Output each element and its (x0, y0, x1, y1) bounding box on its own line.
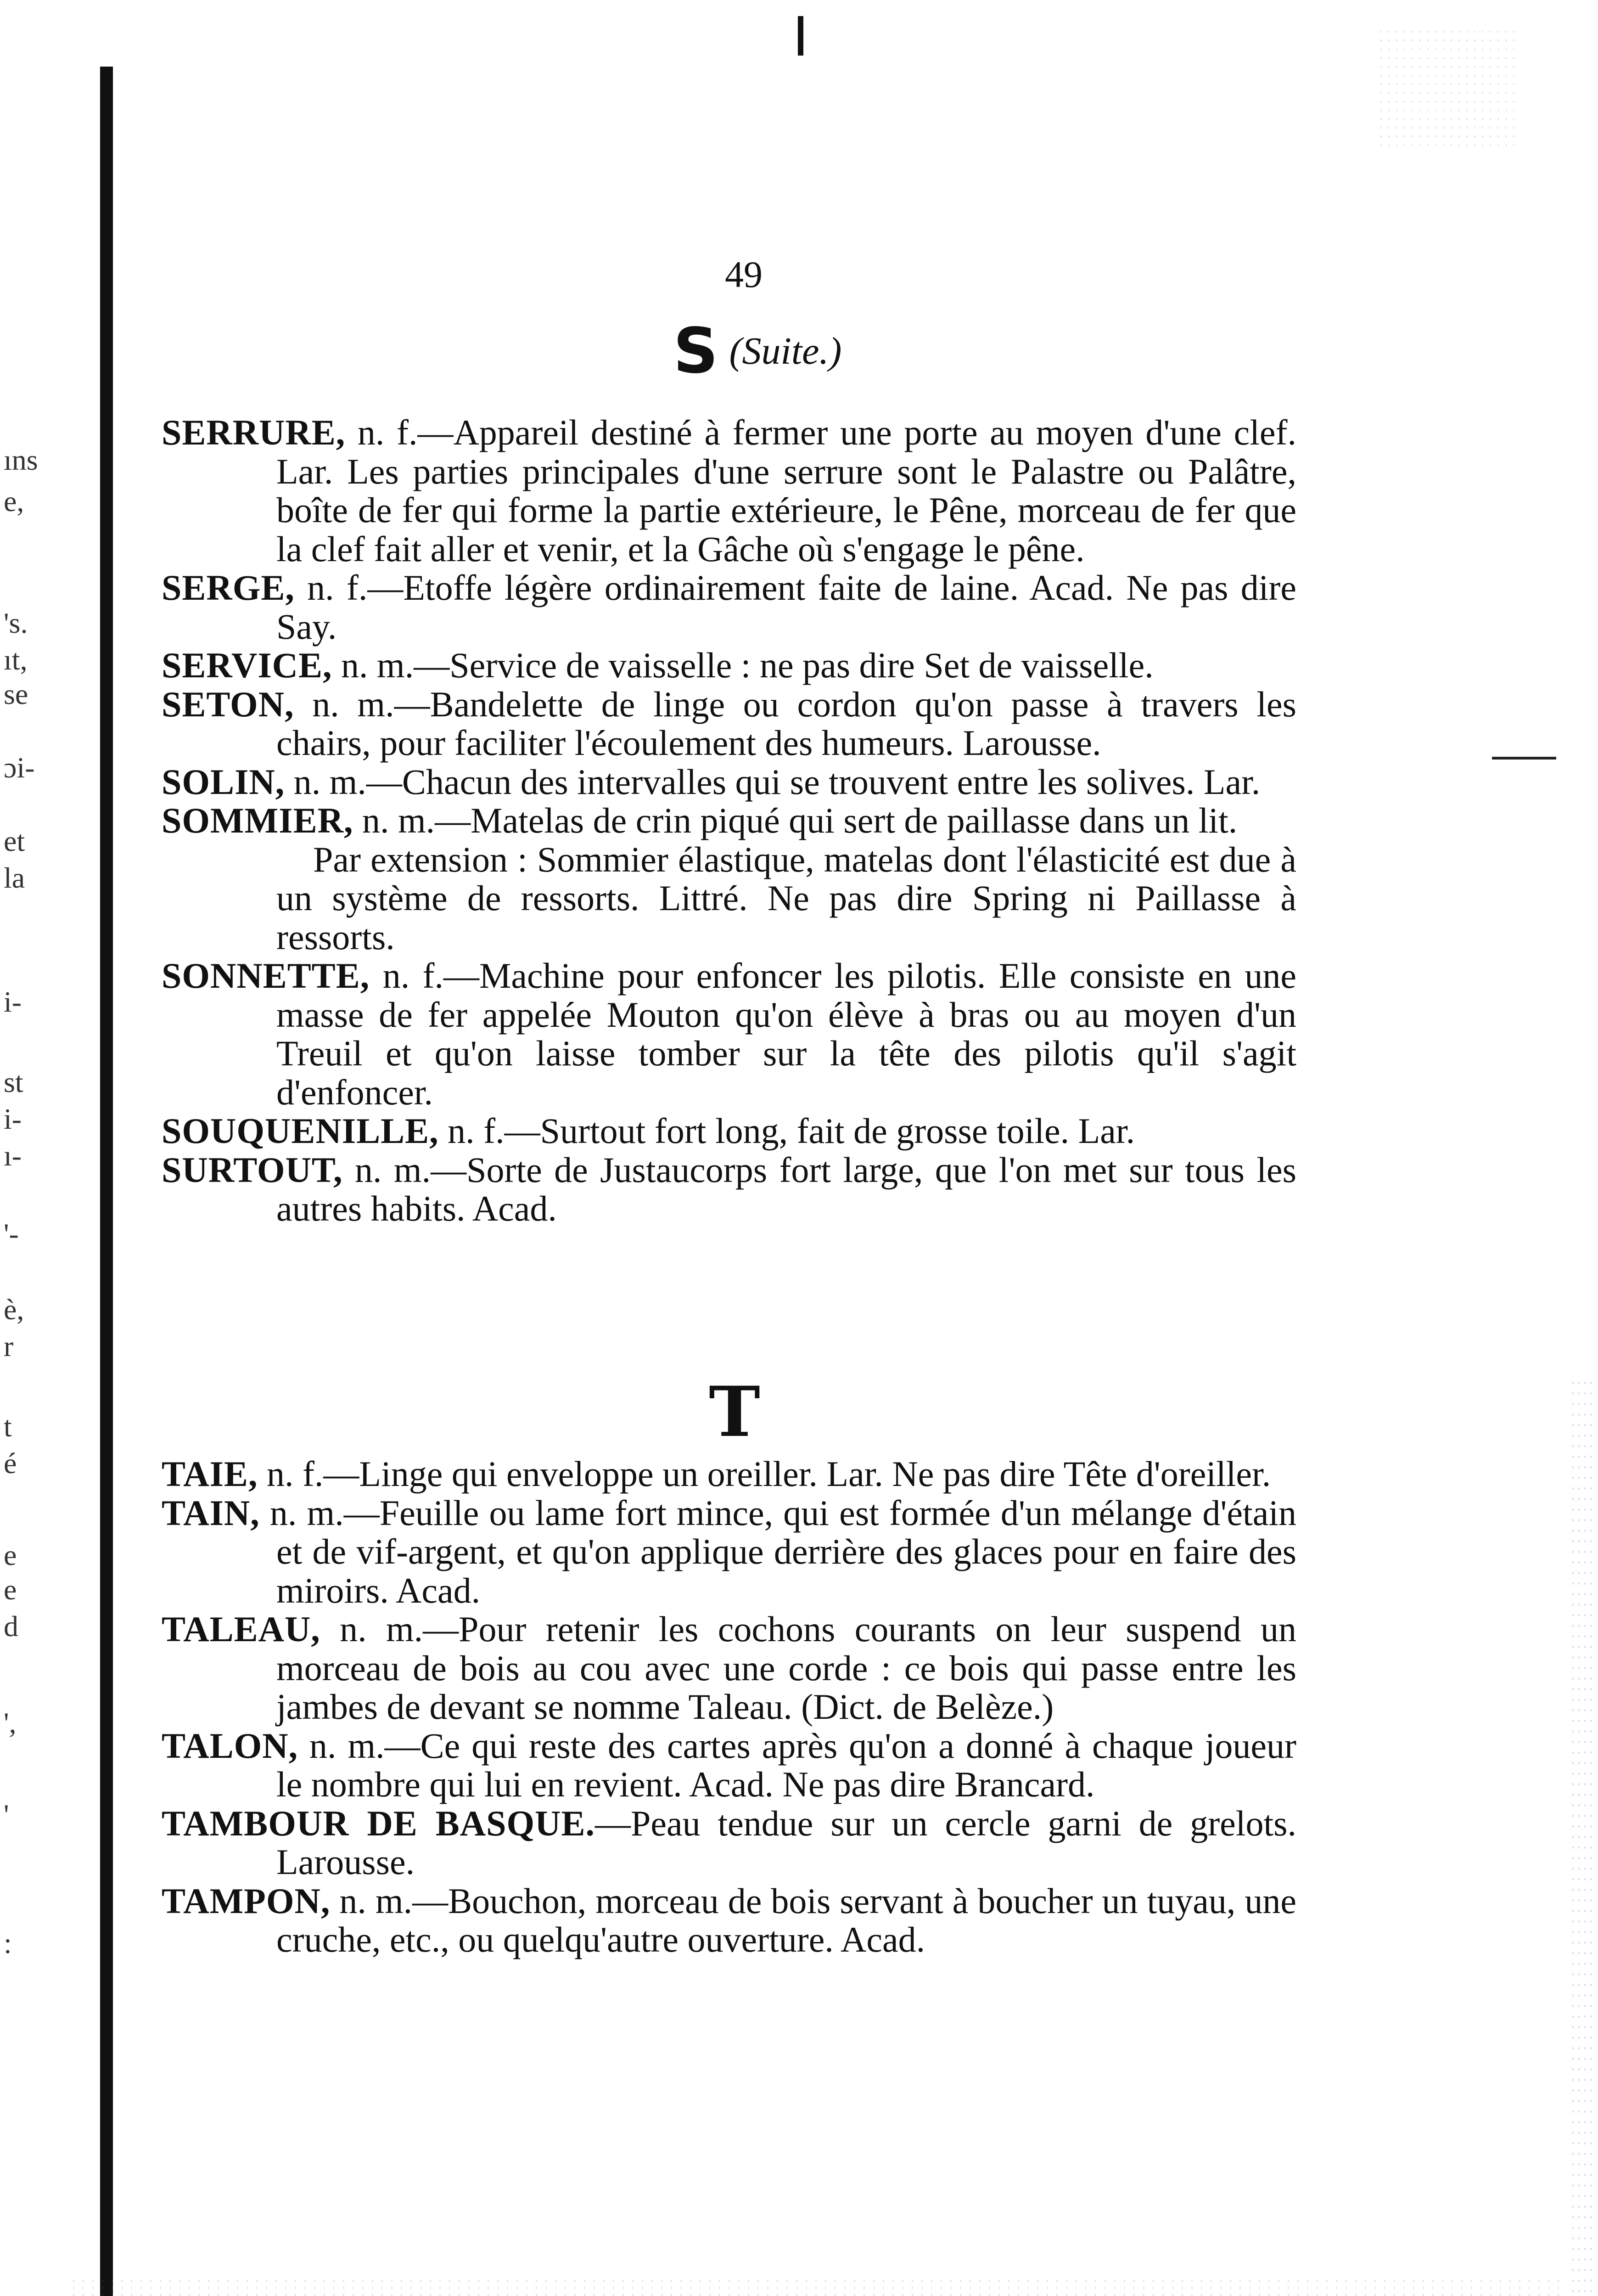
margin-fragment: r (4, 1332, 14, 1361)
dictionary-entry (162, 1151, 1296, 1228)
dictionary-entry (162, 1610, 1296, 1727)
margin-fragment: e (4, 1575, 17, 1604)
entry-definition: n. f.—Linge qui enveloppe un oreiller. Lar. Ne pas dire Tête d'oreiller. (266, 1454, 1271, 1494)
entry-headword: TAMPON, (162, 1880, 331, 1921)
dictionary-entry (162, 801, 1296, 840)
entry-headword: SERVICE, (162, 645, 332, 685)
entry-definition: n. f.—Appareil destiné à fermer une porte au moyen d'une clef. Lar. Les parties principales d'une serrure sont le Palastre ou Palâtre, boîte de fer qui forme la partie extérieure, le Pêne, morceau de fer que la clef fait aller et venir, et la Gâche où s'engage le pêne. (276, 412, 1297, 569)
entry-headword: TAMBOUR DE BASQUE. (162, 1803, 595, 1843)
margin-fragment: ıt, (4, 645, 28, 675)
entry-definition: n. m.—Matelas de crin piqué qui sert de paillasse dans un lit. (362, 800, 1238, 840)
entry-definition: n. m.—Pour retenir les cochons courants on leur suspend un morceau de bois au cou avec une corde : ce bois qui passe entre les jambes de devant se nomme Taleau. (Dict. de Belèze.) (276, 1609, 1296, 1727)
margin-dash-mark (1492, 757, 1556, 760)
margin-fragment: i- (4, 1104, 22, 1134)
entry-headword: SETON, (162, 684, 294, 724)
entry-headword: SURTOUT, (162, 1149, 343, 1190)
margin-fragment: et (4, 827, 25, 856)
dictionary-entry (162, 568, 1296, 646)
dictionary-entry (162, 1494, 1296, 1610)
dictionary-entry (162, 1112, 1296, 1151)
entry-definition: n. m.—Chacun des intervalles qui se trouvent entre les solives. Lar. (293, 761, 1261, 802)
dictionary-entry (162, 1455, 1296, 1494)
margin-fragment: ıns (4, 445, 38, 475)
entry-definition: n. f.—Machine pour enfoncer les pilotis. Elle consiste en une masse de fer appelée Mouton qu'on élève à bras ou au moyen d'un Treuil et qu'on laisse tomber sur la tête des pilotis qu'il s'agit d'enfoncer. (276, 956, 1297, 1112)
margin-fragment: : (4, 1929, 12, 1958)
margin-fragment: ɔi- (4, 753, 35, 782)
margin-fragment: è, (4, 1295, 24, 1324)
page-number: 49 (725, 253, 763, 295)
margin-fragment: e, (4, 487, 24, 516)
entry-definition: n. m.—Feuille ou lame fort mince, qui est formée d'un mélange d'étain et de vif-argent, et qu'on applique derrière des glaces pour en faire des miroirs. Acad. (269, 1492, 1297, 1610)
entry-headword: TAIN, (162, 1492, 260, 1533)
entry-headword: SOMMIER, (162, 800, 353, 840)
dictionary-entry (162, 413, 1296, 568)
margin-fragment: t (4, 1412, 12, 1441)
dictionary-entry (162, 763, 1296, 802)
entry-definition: n. m.—Bouchon, morceau de bois servant à boucher un tuyau, une cruche, etc., ou quelqu'autre ouverture. Acad. (276, 1880, 1296, 1959)
margin-fragment: ı- (4, 1141, 22, 1171)
section-heading-s (597, 317, 918, 386)
margin-fragment: se (4, 680, 28, 709)
entry-definition: —Peau tendue sur un cercle garni de grelots. Larousse. (276, 1803, 1297, 1882)
entries-list-t (162, 1455, 1296, 1959)
entry-headword: TAIE, (162, 1454, 258, 1494)
scan-speckle (1570, 1378, 1593, 2296)
margin-fragment: ' (4, 1800, 9, 1829)
entry-headword: SERRURE, (162, 412, 346, 452)
margin-fragment: e (4, 1541, 17, 1570)
entry-definition: n. f.—Surtout fort long, fait de grosse toile. Lar. (448, 1111, 1135, 1151)
entry-headword: SERGE, (162, 568, 295, 608)
entry-headword: TALEAU, (162, 1609, 320, 1649)
top-tick-mark (798, 16, 803, 56)
scan-speckle (69, 2278, 1565, 2296)
entry-headword: SONNETTE, (162, 956, 370, 996)
margin-fragment: d (4, 1612, 18, 1641)
entry-headword: SOUQUENILLE, (162, 1111, 439, 1151)
dictionary-entry (162, 957, 1296, 1112)
dictionary-entry (162, 1727, 1296, 1804)
margin-fragment: i- (4, 987, 22, 1017)
dictionary-entry (162, 1882, 1296, 1959)
margin-fragment: la (4, 863, 25, 893)
section-suite: (Suite.) (729, 330, 842, 372)
entry-definition: n. m.—Sorte de Justaucorps fort large, que l'on met sur tous les autres habits. Acad. (276, 1149, 1297, 1228)
margin-fragment: ', (4, 1708, 17, 1738)
entry-definition: n. m.—Bandelette de linge ou cordon qu'on passe à travers les chairs, pour faciliter l'écoulement des humeurs. Larousse. (276, 684, 1297, 763)
entry-note-text: Par extension : Sommier élastique, matelas dont l'élasticité est due à un système de ressorts. Littré. Ne pas dire Spring ni Paillasse à ressorts. (276, 839, 1296, 957)
dictionary-entry (162, 685, 1296, 763)
margin-fragment: 's. (4, 608, 28, 638)
entry-headword: TALON, (162, 1725, 298, 1766)
entry-headword: SOLIN, (162, 761, 285, 802)
margin-fragment: st (4, 1068, 23, 1097)
scan-speckle (1377, 28, 1515, 147)
section-heading-t: T (709, 1372, 760, 1452)
dictionary-entry (162, 1804, 1296, 1882)
section-letter: S (673, 315, 718, 388)
binding-rule (100, 67, 113, 2296)
entry-definition: n. f.—Etoffe légère ordinairement faite de laine. Acad. Ne pas dire Say. (276, 568, 1296, 647)
margin-fragment: é (4, 1449, 17, 1478)
margin-fragment: '- (4, 1219, 19, 1249)
entry-definition: n. m.—Service de vaisselle : ne pas dire Set de vaisselle. (341, 645, 1154, 685)
entry-definition: n. m.—Ce qui reste des cartes après qu'on a donné à chaque joueur le nombre qui lui en revient. Acad. Ne pas dire Brancard. (276, 1725, 1297, 1804)
dictionary-entry (162, 646, 1296, 685)
entry-note (162, 840, 1296, 957)
entries-list-s (162, 413, 1296, 1228)
